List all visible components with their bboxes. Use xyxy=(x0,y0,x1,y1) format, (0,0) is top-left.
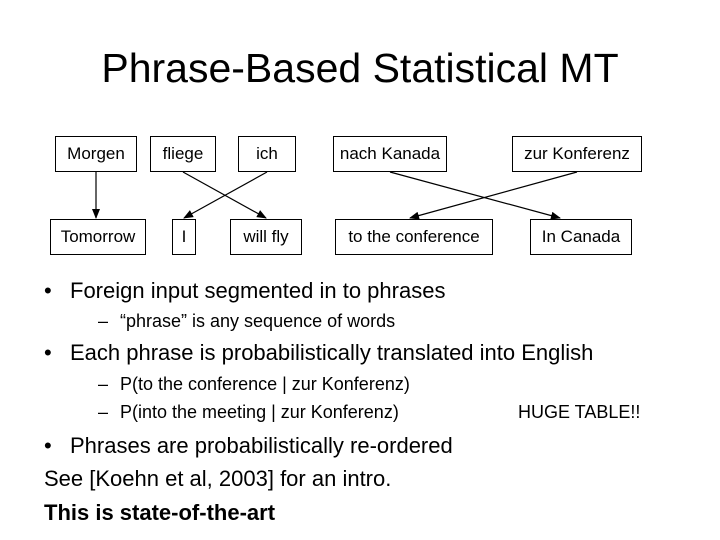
alignment-arrow xyxy=(410,172,577,218)
foreign-phrase-text: zur Konferenz xyxy=(524,144,630,163)
foreign-phrase-text: fliege xyxy=(162,144,204,163)
bullet-text: Each phrase is probabilistically translated into English xyxy=(70,340,594,365)
bullet-item xyxy=(44,339,593,367)
english-phrase-text: I xyxy=(181,227,187,246)
bullet-dot: • xyxy=(44,340,52,365)
sub-bullet-text: “phrase” is any sequence of words xyxy=(120,311,396,331)
sub-bullet-item xyxy=(98,400,399,424)
foreign-phrase-text: nach Kanada xyxy=(339,144,441,163)
reference-line: See [Koehn et al, 2003] for an intro. xyxy=(44,466,392,491)
english-phrase-text: will fly xyxy=(243,227,289,246)
sub-bullet-text: P(to the conference | zur Konferenz) xyxy=(120,374,410,394)
bullet-dot: • xyxy=(44,278,52,303)
alignment-arrow xyxy=(390,172,560,218)
bullet-item xyxy=(44,432,453,460)
sub-bullet-dash: – xyxy=(98,402,109,422)
bullet-dot: • xyxy=(44,433,52,458)
sub-bullet-text: P(into the meeting | zur Konferenz) xyxy=(120,402,399,422)
sub-bullet-dash: – xyxy=(98,311,109,331)
english-phrase-text: In Canada xyxy=(541,227,621,246)
english-phrase-text: Tomorrow xyxy=(60,227,136,246)
aside-note: HUGE TABLE!! xyxy=(518,402,641,422)
sub-bullet-item xyxy=(98,372,410,396)
bullet-text: Phrases are probabilistically re-ordered xyxy=(70,433,453,458)
foreign-phrase-text: Morgen xyxy=(67,144,125,163)
sub-bullet-dash: – xyxy=(98,374,109,394)
slide-title: Phrase-Based Statistical MT xyxy=(101,45,619,91)
english-phrase-text: to the conference xyxy=(348,227,480,246)
closing-line: This is state-of-the-art xyxy=(44,500,276,525)
sub-bullet-item xyxy=(98,309,395,333)
bullet-item xyxy=(44,277,445,305)
foreign-phrase-text: ich xyxy=(256,144,278,163)
bullet-text: Foreign input segmented in to phrases xyxy=(70,278,446,303)
